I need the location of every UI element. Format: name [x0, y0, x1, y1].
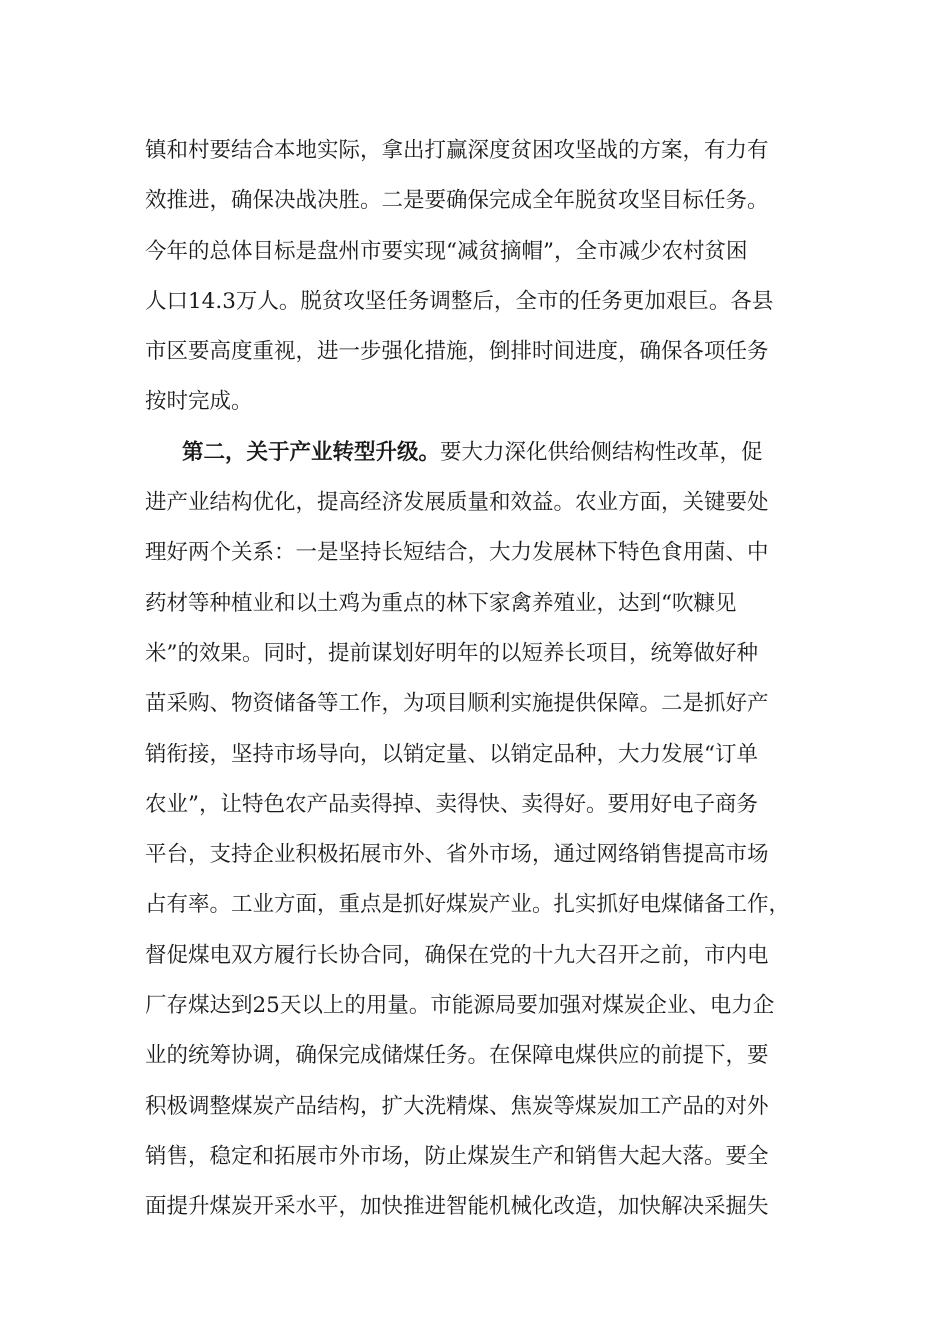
text-line: 进产业结构优化，提高经济发展质量和效益。农业方面，关键要处	[145, 490, 769, 516]
text-line: 苗采购、物资储备等工作，为项目顺利实施提供保障。二是抓好产	[145, 691, 769, 717]
text-line: 今年的总体目标是盘州市要实现“减贫摘帽”，全市减少农村贫困	[145, 238, 748, 264]
text-line: 镇和村要结合本地实际，拿出打赢深度贫困攻坚战的方案，有力有	[145, 138, 769, 163]
section-heading: 第二，关于产业转型升级。	[182, 439, 441, 465]
text-line: 市区要高度重视，进一步强化措施，倒排时间进度，确保各项任务	[145, 339, 769, 365]
text-line: 药材等种植业和以土鸡为重点的林下家禽养殖业，达到“吹糠见	[145, 590, 737, 616]
text-line: 积极调整煤炭产品结构，扩大洗精煤、焦炭等煤炭加工产品的对外	[145, 1093, 769, 1119]
text-run: 要大力深化供给侧结构性改革，促	[440, 439, 763, 465]
text-line-first	[145, 433, 805, 483]
text-line: 厂存煤达到25天以上的用量。市能源局要加强对煤炭企业、电力企	[145, 993, 775, 1019]
paragraph-2	[145, 433, 805, 1238]
text-line: 业的统筹协调，确保完成储煤任务。在保障电煤供应的前提下，要	[145, 1043, 769, 1069]
text-line: 理好两个关系：一是坚持长短结合，大力发展林下特色食用菌、中	[145, 540, 769, 566]
text-line: 米”的效果。同时，提前谋划好明年的以短养长项目，统筹做好种	[145, 640, 758, 666]
text-line: 平台，支持企业积极拓展市外、省外市场，通过网络销售提高市场	[145, 842, 769, 868]
text-line: 占有率。工业方面，重点是抓好煤炭产业。扎实抓好电煤储备工作，	[145, 892, 791, 918]
text-line: 按时完成。	[145, 389, 253, 415]
text-line: 面提升煤炭开采水平，加快推进智能机械化改造，加快解决采掘失	[145, 1194, 769, 1220]
text-line: 人口14.3万人。脱贫攻坚任务调整后，全市的任务更加艰巨。各县	[145, 288, 774, 314]
text-line: 督促煤电双方履行长协合同，确保在党的十九大召开之前，市内电	[145, 942, 769, 968]
text-line: 效推进，确保决战决胜。二是要确保完成全年脱贫攻坚目标任务。	[145, 188, 769, 214]
text-line: 销衔接，坚持市场导向，以销定量、以销定品种，大力发展“订单	[145, 741, 758, 767]
paragraph-1	[145, 131, 805, 433]
document-body	[145, 131, 805, 1238]
text-line: 农业”，让特色农产品卖得掉、卖得快、卖得好。要用好电子商务	[145, 791, 758, 817]
text-line: 销售，稳定和拓展市外市场，防止煤炭生产和销售大起大落。要全	[145, 1143, 769, 1169]
